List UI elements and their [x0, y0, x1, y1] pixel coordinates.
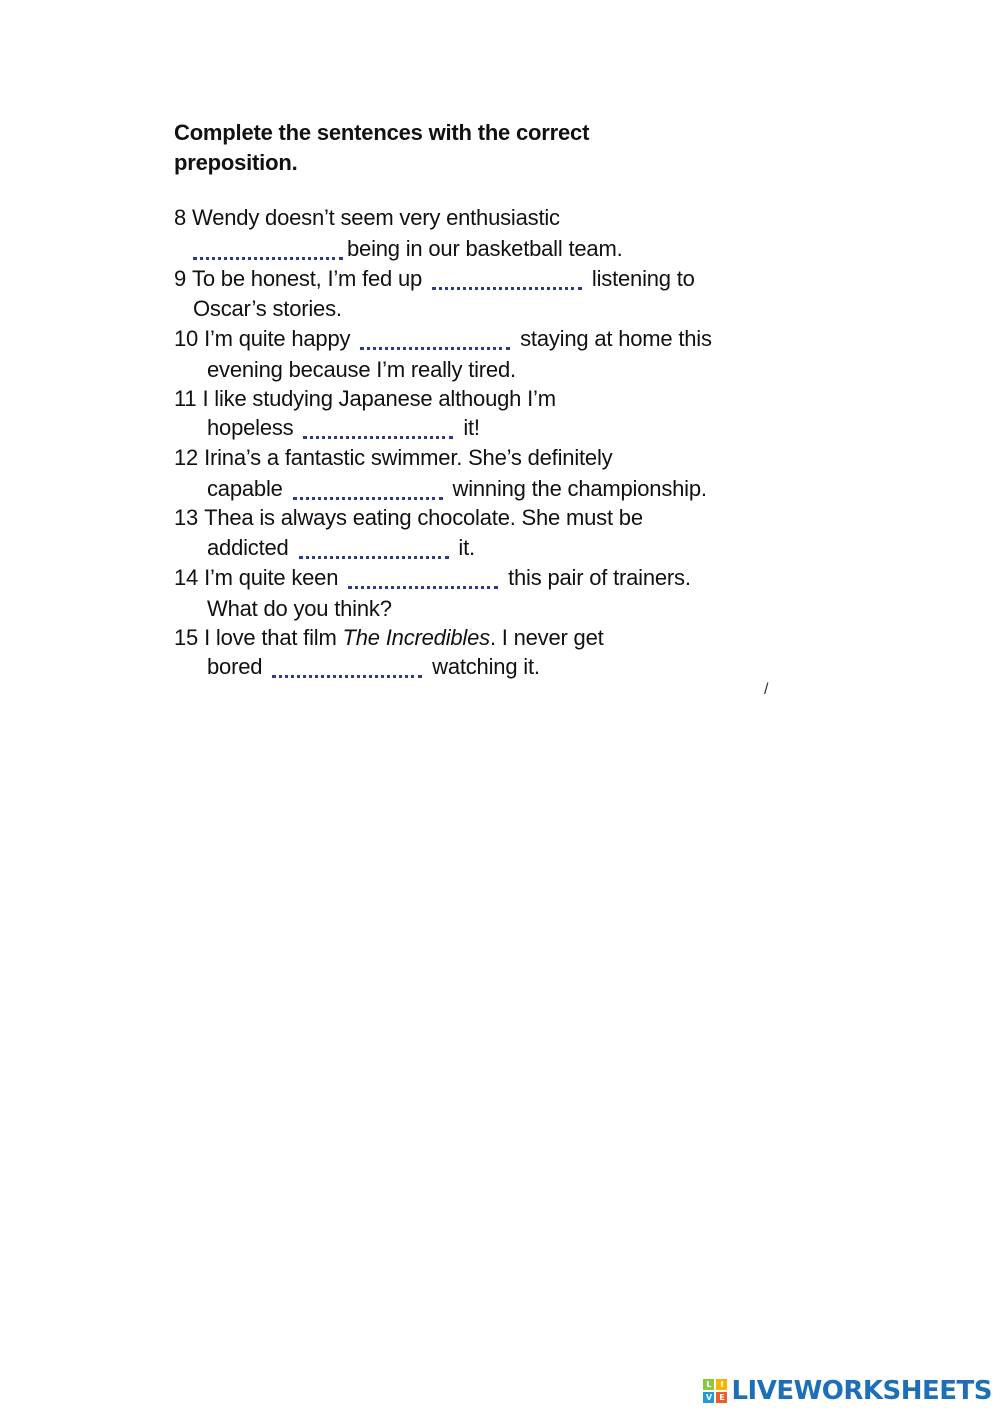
item-text: To be honest, I’m fed up: [192, 266, 423, 291]
item-text: bored: [207, 654, 263, 679]
logo-square: E: [716, 1392, 727, 1403]
item-text: I like studying Japanese although I’m: [202, 386, 556, 411]
logo-square: I: [716, 1379, 727, 1390]
liveworksheets-logo: [703, 1375, 992, 1407]
answer-blank-15[interactable]: [272, 656, 422, 678]
item-14-line-1: [174, 563, 691, 593]
logo-icon: [703, 1379, 727, 1403]
item-text: Irina’s a fantastic swimmer. She’s definitely: [204, 445, 613, 470]
answer-blank-12[interactable]: [293, 478, 443, 500]
item-text: hopeless: [207, 415, 294, 440]
item-text: evening because I’m really tired.: [207, 357, 516, 382]
item-text: addicted: [207, 535, 289, 560]
item-text: I’m quite happy: [204, 326, 351, 351]
cropped-mark: /: [764, 681, 769, 698]
item-text: Thea is always eating chocolate. She must be: [204, 505, 643, 530]
item-number: 13: [174, 505, 199, 530]
item-number: 11: [174, 386, 197, 411]
item-text: watching it.: [432, 654, 540, 679]
item-text: this pair of trainers.: [508, 565, 691, 590]
item-13-line-1: [174, 503, 643, 533]
item-text: it.: [458, 535, 475, 560]
item-10-line-2: [207, 355, 516, 385]
item-text: capable: [207, 476, 283, 501]
answer-blank-8[interactable]: [193, 238, 343, 260]
item-text: Wendy doesn’t seem very enthusiastic: [192, 205, 560, 230]
logo-text: LIVEWORKSHEETS: [731, 1376, 992, 1406]
item-number: 10: [174, 326, 199, 351]
answer-blank-11[interactable]: [303, 417, 453, 439]
item-number: 15: [174, 625, 199, 650]
item-13-line-2: [207, 533, 475, 563]
item-text: . I never get: [489, 625, 604, 650]
item-11-line-2: [207, 413, 480, 443]
answer-blank-13[interactable]: [299, 537, 449, 559]
instruction-heading: Complete the sentences with the correct preposition.: [174, 120, 590, 175]
item-text: listening to: [591, 266, 695, 291]
logo-square: V: [703, 1392, 714, 1403]
item-text: Oscar’s stories.: [193, 296, 342, 321]
item-text: winning the championship.: [452, 476, 707, 501]
item-15-line-1: [174, 623, 604, 653]
item-8-line-1: [174, 203, 560, 233]
item-8-line-2: [193, 234, 622, 264]
answer-blank-14[interactable]: [348, 567, 498, 589]
item-11-line-1: [174, 384, 556, 414]
logo-square: L: [703, 1379, 714, 1390]
item-text: it!: [463, 415, 480, 440]
item-10-line-1: [174, 324, 712, 354]
item-12-line-2: [207, 474, 707, 504]
item-text: I love that film: [204, 625, 337, 650]
item-text: being in our basketball team.: [347, 236, 623, 261]
item-number: 12: [174, 445, 199, 470]
item-9-line-1: [174, 264, 695, 294]
item-15-line-2: [207, 652, 540, 682]
item-12-line-1: [174, 443, 612, 473]
item-text: I’m quite keen: [204, 565, 339, 590]
answer-blank-9[interactable]: [432, 268, 582, 290]
item-number: 9: [174, 266, 187, 291]
film-title: The Incredibles: [342, 625, 490, 650]
item-9-line-2: [193, 294, 342, 324]
item-number: 14: [174, 565, 199, 590]
item-number: 8: [174, 205, 187, 230]
item-14-line-2: [207, 594, 392, 624]
item-text: What do you think?: [207, 596, 392, 621]
item-text: staying at home this: [520, 326, 712, 351]
answer-blank-10[interactable]: [360, 328, 510, 350]
